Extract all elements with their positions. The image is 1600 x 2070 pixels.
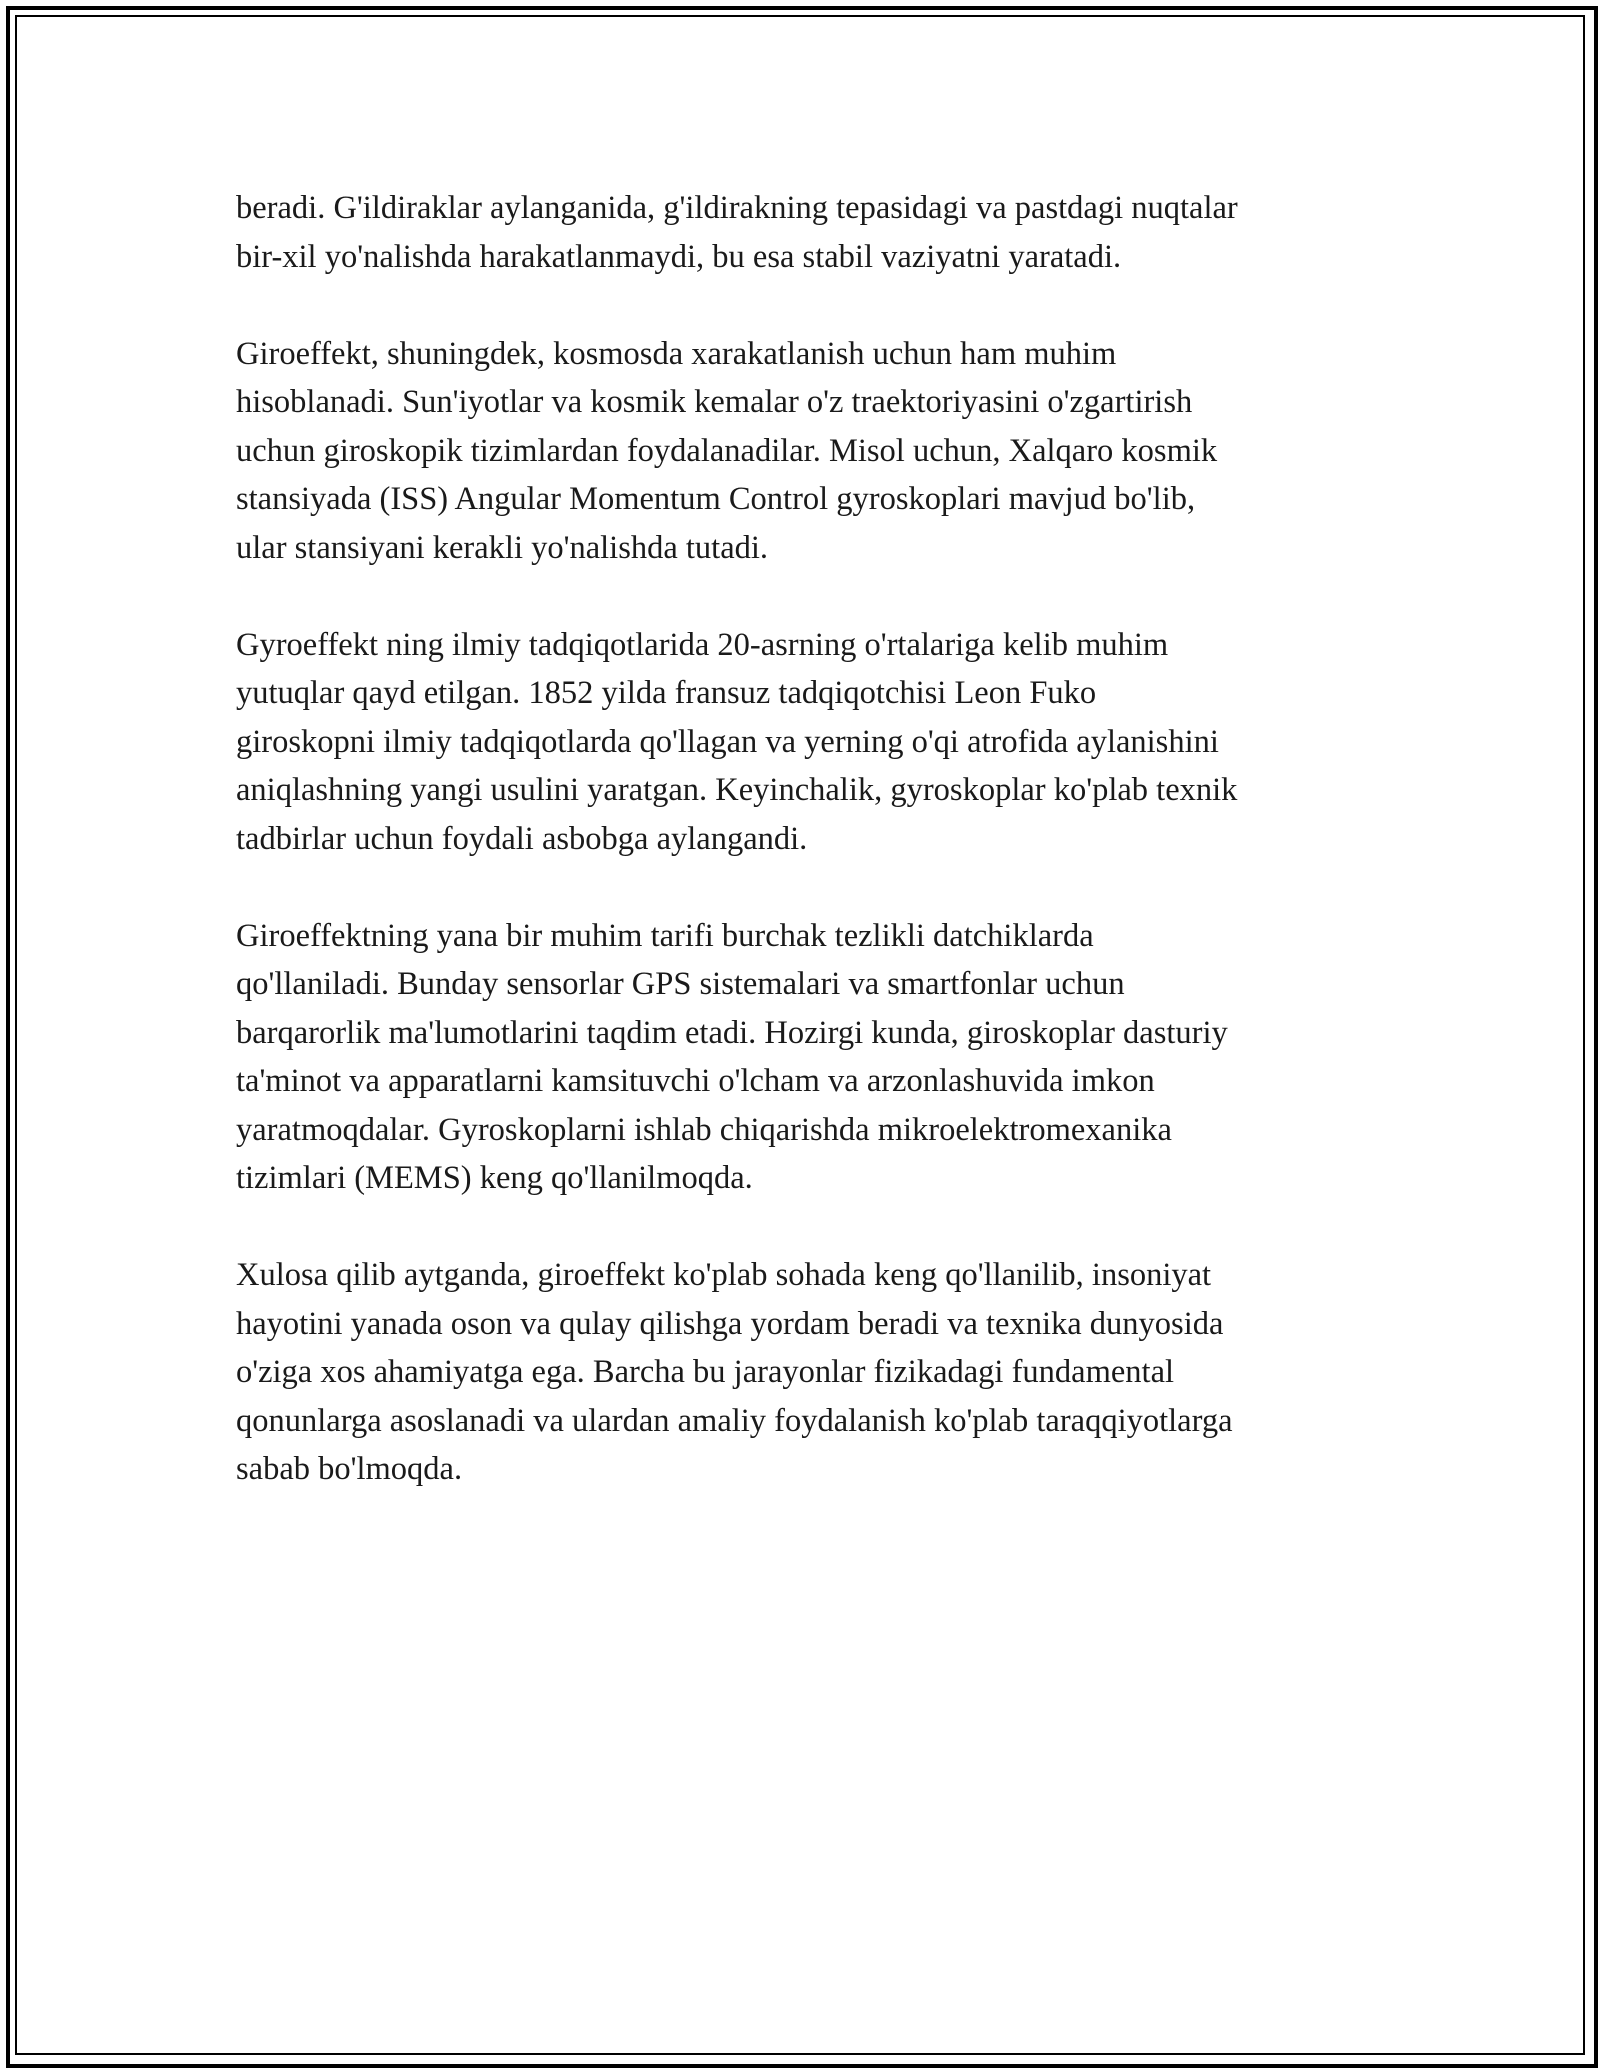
paragraph-angular-sensors: [236, 912, 1376, 1203]
text-line: aniqlashning yangi usulini yaratgan. Keyinchalik, gyroskoplar ko'plab texnik: [236, 772, 1238, 808]
text-line: Gyroeffekt ning ilmiy tadqiqotlarida 20-asrning o'rtalariga kelib muhim: [236, 626, 1169, 663]
text-line: yutuqlar qayd etilgan. 1852 yilda fransuz tadqiqotchisi Leon Fuko: [236, 675, 1097, 711]
paragraph-space-navigation: [236, 330, 1376, 573]
text-line: uchun giroskopik tizimlardan foydalanadilar. Misol uchun, Xalqaro kosmik: [236, 432, 1218, 469]
text-line: ular stansiyani kerakli yo'nalishda tutadi.: [236, 529, 769, 566]
text-line: ta'minot va apparatlarni kamsituvchi o'lcham va arzonlashuvida imkon: [236, 1063, 1155, 1099]
text-line: Giroeffektning yana bir muhim tarifi burchak tezlikli datchiklarda: [236, 917, 1094, 954]
paragraph-gyro-wheels: [236, 184, 1376, 281]
paragraph-scientific-research: [236, 621, 1376, 864]
text-line: hisoblanadi. Sun'iyotlar va kosmik kemalar o'z traektoriyasini o'zgartirish: [236, 384, 1193, 420]
text-line: barqarorlik ma'lumotlarini taqdim etadi. Hozirgi kunda, giroskoplar dasturiy: [236, 1014, 1228, 1051]
text-line: tadbirlar uchun foydali asbobga aylangandi.: [236, 820, 808, 857]
text-line: giroskopni ilmiy tadqiqotlarda qo'llagan va yerning o'qi atrofida aylanishini: [236, 723, 1219, 760]
text-line: Giroeffekt, shuningdek, kosmosda xarakatlanish uchun ham muhim: [236, 335, 1117, 372]
text-line: qo'llaniladi. Bunday sensorlar GPS sistemalari va smartfonlar uchun: [236, 966, 1125, 1002]
text-line: qonunlarga asoslanadi va ulardan amaliy foydalanish ko'plab taraqqiyotlarga: [236, 1402, 1233, 1439]
text-line: Xulosa qilib aytganda, giroeffekt ko'plab sohada keng qo'llanilib, insoniyat: [236, 1257, 1212, 1293]
text-line: stansiyada (ISS) Angular Momentum Control gyroskoplari mavjud bo'lib,: [236, 481, 1196, 517]
paragraph-conclusion: [236, 1251, 1376, 1494]
text-line: bir-xil yo'nalishda harakatlanmaydi, bu esa stabil vaziyatni yaratadi.: [236, 238, 1122, 275]
text-line: hayotini yanada oson va qulay qilishga yordam beradi va texnika dunyosida: [236, 1305, 1224, 1342]
document-body: [236, 184, 1376, 1542]
text-line: yaratmoqdalar. Gyroskoplarni ishlab chiqarishda mikroelektromexanika: [236, 1111, 1172, 1148]
text-line: sabab bo'lmoqda.: [236, 1451, 463, 1487]
text-line: o'ziga xos ahamiyatga ega. Barcha bu jarayonlar fizikadagi fundamental: [236, 1354, 1175, 1390]
text-line: beradi. G'ildiraklar aylanganida, g'ildirakning tepasidagi va pastdagi nuqtalar: [236, 190, 1238, 226]
text-line: tizimlari (MEMS) keng qo'llanilmoqda.: [236, 1160, 753, 1196]
